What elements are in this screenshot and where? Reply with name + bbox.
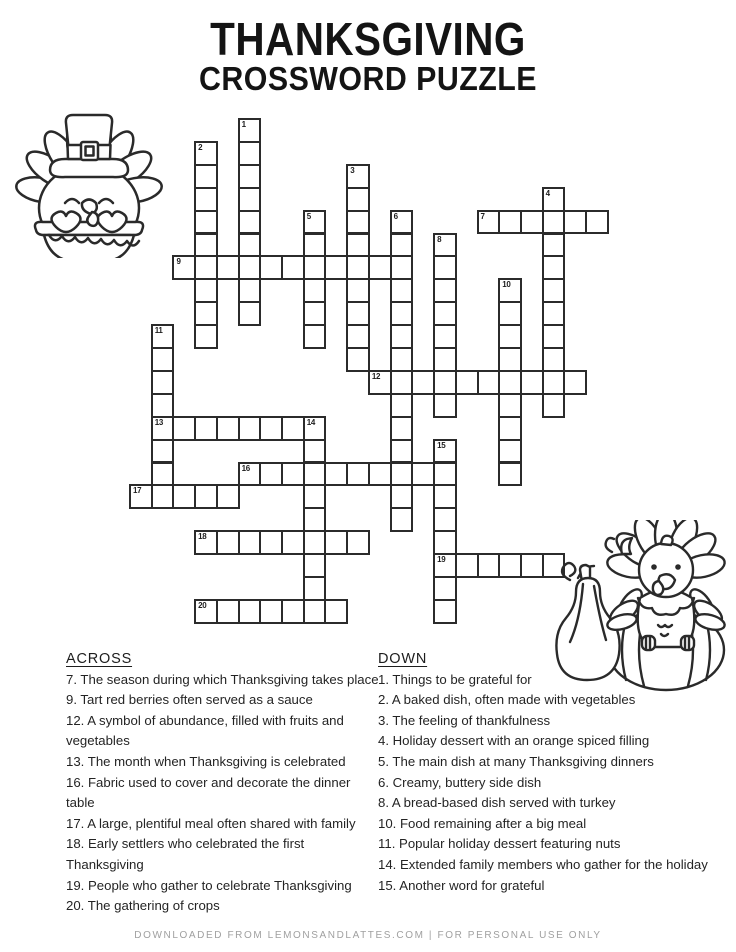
- cell-number: 15: [437, 440, 446, 450]
- cell-number: 7: [480, 211, 485, 221]
- pumpkin-stem: [621, 538, 632, 554]
- grid-cell[interactable]: [216, 255, 240, 280]
- grid-cell[interactable]: [542, 301, 566, 326]
- clue-item: 5. The main dish at many Thanksgiving dinners: [378, 753, 654, 769]
- grid-cell[interactable]: [346, 233, 370, 258]
- cell-number: 18: [198, 532, 207, 542]
- grid-cell[interactable]: [303, 484, 327, 509]
- grid-cell[interactable]: [151, 393, 175, 418]
- grid-cell[interactable]: [433, 233, 457, 258]
- grid-cell[interactable]: [238, 530, 262, 555]
- cell-number: 13: [154, 417, 164, 427]
- grid-cell[interactable]: [259, 462, 283, 487]
- grid-cell[interactable]: [216, 484, 240, 509]
- grid-cell[interactable]: [238, 416, 262, 441]
- grid-cell[interactable]: [238, 301, 262, 326]
- grid-cell[interactable]: [433, 507, 457, 532]
- grid-cell[interactable]: [346, 530, 370, 555]
- grid-cell[interactable]: [390, 484, 414, 509]
- foot-left: [642, 636, 655, 650]
- clue-item: 19. People who gather to celebrate Thanksgiving: [66, 877, 352, 893]
- grid-cell[interactable]: [303, 553, 327, 578]
- grid-cell[interactable]: [238, 187, 262, 212]
- grid-cell[interactable]: [194, 484, 218, 509]
- grid-cell[interactable]: [346, 278, 370, 303]
- page-title: THANKSGIVING: [210, 13, 526, 65]
- clue-item: 13. The month when Thanksgiving is celebrated: [66, 753, 346, 769]
- clue-item: 4. Holiday dessert with an orange spiced filling: [378, 733, 650, 749]
- cell-number: 3: [350, 165, 355, 175]
- cell-number: 2: [198, 142, 203, 152]
- grid-cell[interactable]: [303, 530, 327, 555]
- grid-cell[interactable]: [194, 530, 218, 555]
- grid-cell[interactable]: [433, 370, 457, 395]
- clue-item: 2. A baked dish, often made with vegetables: [378, 692, 636, 708]
- grid-cell[interactable]: [238, 278, 262, 303]
- grid-cell[interactable]: [346, 462, 370, 487]
- grid-cell[interactable]: [259, 255, 283, 280]
- grid-cell[interactable]: [346, 210, 370, 235]
- cell-number: 8: [437, 234, 442, 244]
- grid-cell[interactable]: [498, 301, 522, 326]
- grid-cell[interactable]: [281, 462, 305, 487]
- across-clue-list: [66, 670, 380, 917]
- grid-cell[interactable]: [303, 210, 327, 235]
- clue-item: 16. Fabric used to cover and decorate the dinner table: [66, 774, 351, 811]
- grid-cell[interactable]: [172, 416, 196, 441]
- grid-cell[interactable]: [498, 370, 522, 395]
- grid-cell[interactable]: [390, 347, 414, 372]
- clue-item: 6. Creamy, buttery side dish: [378, 774, 542, 790]
- clue-item: 12. A symbol of abundance, filled with fruits and vegetables: [66, 712, 344, 749]
- grid-cell[interactable]: [368, 255, 392, 280]
- grid-cell[interactable]: [303, 278, 327, 303]
- grid-cell[interactable]: [194, 301, 218, 326]
- grid-cell[interactable]: [390, 301, 414, 326]
- grid-cell[interactable]: [390, 278, 414, 303]
- cell-number: 11: [154, 326, 163, 336]
- grid-cell[interactable]: [498, 278, 522, 303]
- grid-cell[interactable]: [303, 324, 327, 349]
- clue-item: 3. The feeling of thankfulness: [378, 712, 551, 728]
- grid-cell[interactable]: [281, 530, 305, 555]
- clue-item: 18. Early settlers who celebrated the first Thanksgiving: [66, 836, 305, 872]
- grid-cell[interactable]: [433, 576, 457, 601]
- grid-cell[interactable]: [194, 416, 218, 441]
- grid-cell[interactable]: [563, 210, 587, 235]
- grid-cell[interactable]: [346, 324, 370, 349]
- foot-right: [681, 636, 694, 650]
- grid-cell[interactable]: [411, 462, 435, 487]
- grid-cell[interactable]: [477, 370, 501, 395]
- grid-cell[interactable]: [194, 233, 218, 258]
- grid-cell[interactable]: [542, 210, 566, 235]
- clue-item: 8. A bread-based dish served with turkey: [378, 795, 616, 811]
- grid-cell[interactable]: [172, 255, 196, 280]
- grid-cell[interactable]: [238, 141, 262, 166]
- grid-cell[interactable]: [303, 507, 327, 532]
- grid-cell[interactable]: [346, 164, 370, 189]
- cell-number: 12: [371, 371, 381, 381]
- grid-cell[interactable]: [433, 599, 457, 624]
- grid-cell[interactable]: [238, 164, 262, 189]
- grid-cell[interactable]: [151, 370, 175, 395]
- grid-cell[interactable]: [303, 576, 327, 601]
- grid-cell[interactable]: [368, 370, 392, 395]
- clue-item: 14. Extended family members who gather for the holiday: [378, 856, 708, 872]
- grid-cell[interactable]: [194, 324, 218, 349]
- grid-cell[interactable]: [433, 484, 457, 509]
- grid-cell[interactable]: [433, 393, 457, 418]
- grid-cell[interactable]: [498, 439, 522, 464]
- grid-cell[interactable]: [542, 278, 566, 303]
- grid-cell[interactable]: [303, 462, 327, 487]
- grid-cell[interactable]: [433, 324, 457, 349]
- grid-cell[interactable]: [542, 393, 566, 418]
- pumpkin-stem-curl: [606, 538, 614, 552]
- grid-cell[interactable]: [194, 278, 218, 303]
- grid-cell[interactable]: [194, 210, 218, 235]
- grid-cell[interactable]: [390, 439, 414, 464]
- eye-right: [675, 564, 681, 570]
- cell-number: 4: [545, 188, 550, 198]
- grid-cell[interactable]: [324, 530, 348, 555]
- grid-cell[interactable]: [498, 462, 522, 487]
- grid-cell[interactable]: [585, 210, 609, 235]
- cell-number: 5: [306, 211, 311, 221]
- grid-cell[interactable]: [390, 416, 414, 441]
- grid-cell[interactable]: [390, 233, 414, 258]
- grid-cell[interactable]: [520, 370, 544, 395]
- grid-cell[interactable]: [477, 553, 501, 578]
- clue-item: 15. Another word for grateful: [378, 877, 545, 893]
- grid-cell[interactable]: [498, 416, 522, 441]
- grid-cell[interactable]: [390, 210, 414, 235]
- grid-cell[interactable]: [563, 370, 587, 395]
- grid-cell[interactable]: [151, 347, 175, 372]
- grid-cell[interactable]: [346, 301, 370, 326]
- grid-cell[interactable]: [542, 324, 566, 349]
- grid-cell[interactable]: [303, 301, 327, 326]
- grid-cell[interactable]: [390, 393, 414, 418]
- grid-cell[interactable]: [498, 553, 522, 578]
- grid-cell[interactable]: [477, 210, 501, 235]
- footer-credit: DOWNLOADED FROM LEMONSANDLATTES.COM | FOR PERSONAL USE ONLY: [134, 930, 602, 941]
- grid-cell[interactable]: [216, 416, 240, 441]
- grid-cell[interactable]: [390, 507, 414, 532]
- grid-cell[interactable]: [129, 484, 153, 509]
- grid-cell[interactable]: [238, 210, 262, 235]
- grid-cell[interactable]: [151, 484, 175, 509]
- cell-number: 20: [198, 600, 207, 610]
- grid-cell[interactable]: [455, 370, 479, 395]
- grid-cell[interactable]: [368, 462, 392, 487]
- grid-cell[interactable]: [390, 324, 414, 349]
- gourd-vine-curl: [562, 563, 575, 580]
- grid-cell[interactable]: [542, 347, 566, 372]
- clue-item: 9. Tart red berries often served as a sauce: [66, 692, 313, 708]
- cell-number: 1: [241, 120, 246, 129]
- across-heading: ACROSS: [66, 651, 133, 667]
- grid-cell[interactable]: [433, 439, 457, 464]
- grid-cell[interactable]: [303, 439, 327, 464]
- grid-cell[interactable]: [542, 233, 566, 258]
- grid-cell[interactable]: [281, 416, 305, 441]
- grid-cell[interactable]: [411, 370, 435, 395]
- grid-cell[interactable]: [324, 599, 348, 624]
- grid-cell[interactable]: [520, 210, 544, 235]
- grid-cell[interactable]: [433, 255, 457, 280]
- grid-cell[interactable]: [542, 370, 566, 395]
- grid-cell[interactable]: [281, 599, 305, 624]
- clue-item: 1. Things to be grateful for: [378, 671, 532, 687]
- grid-cell[interactable]: [433, 347, 457, 372]
- grid-cell[interactable]: [216, 599, 240, 624]
- cell-number: 9: [176, 257, 181, 267]
- grid-cell[interactable]: [259, 599, 283, 624]
- wattle: [653, 581, 663, 595]
- grid-cell[interactable]: [433, 553, 457, 578]
- grid-cell[interactable]: [303, 416, 327, 441]
- grid-cell[interactable]: [194, 141, 218, 166]
- grid-cell[interactable]: [390, 255, 414, 280]
- grid-cell[interactable]: [498, 393, 522, 418]
- grid-cell[interactable]: [151, 439, 175, 464]
- clue-item: 17. A large, plentiful meal often shared with family: [66, 815, 356, 831]
- grid-cell[interactable]: [324, 255, 348, 280]
- grid-cell[interactable]: [433, 301, 457, 326]
- grid-cell[interactable]: [303, 255, 327, 280]
- clue-item: 20. The gathering of crops: [66, 898, 220, 914]
- grid-cell[interactable]: [259, 530, 283, 555]
- grid-cell[interactable]: [498, 210, 522, 235]
- clue-item: 10. Food remaining after a big meal: [378, 815, 587, 831]
- grid-cell[interactable]: [542, 187, 566, 212]
- cell-number: 10: [502, 280, 511, 290]
- grid-cell[interactable]: [433, 462, 457, 487]
- grid-cell[interactable]: [542, 255, 566, 280]
- grid-cell[interactable]: [303, 233, 327, 258]
- grid-cell[interactable]: [194, 599, 218, 624]
- head-tuft: [661, 536, 673, 545]
- eye-left: [651, 564, 657, 570]
- grid-cell[interactable]: [238, 599, 262, 624]
- grid-cell[interactable]: [172, 484, 196, 509]
- grid-cell[interactable]: [151, 462, 175, 487]
- grid-cell[interactable]: [433, 278, 457, 303]
- grid-cell[interactable]: [390, 370, 414, 395]
- grid-cell[interactable]: [498, 324, 522, 349]
- grid-cell[interactable]: [455, 553, 479, 578]
- grid-cell[interactable]: [238, 255, 262, 280]
- grid-cell[interactable]: [303, 599, 327, 624]
- cell-number: 19: [437, 555, 446, 565]
- grid-cell[interactable]: [194, 187, 218, 212]
- grid-cell[interactable]: [151, 416, 175, 441]
- down-heading: DOWN: [378, 651, 428, 667]
- grid-cell[interactable]: [259, 416, 283, 441]
- grid-cell[interactable]: [346, 347, 370, 372]
- cell-number: 17: [133, 486, 142, 496]
- grid-cell[interactable]: [324, 462, 348, 487]
- cell-number: 14: [306, 417, 316, 427]
- grid-cell[interactable]: [238, 462, 262, 487]
- down-clue-list: [378, 670, 712, 897]
- grid-cell[interactable]: [238, 118, 262, 143]
- grid-cell[interactable]: [281, 255, 305, 280]
- grid-cell[interactable]: [346, 255, 370, 280]
- grid-cell[interactable]: [498, 347, 522, 372]
- grid-cell[interactable]: [216, 530, 240, 555]
- page-subtitle: CROSSWORD PUZZLE: [199, 60, 537, 97]
- grid-cell[interactable]: [194, 255, 218, 280]
- grid-cell[interactable]: [433, 530, 457, 555]
- grid-cell[interactable]: [390, 462, 414, 487]
- grid-cell[interactable]: [151, 324, 175, 349]
- down-clues-section: [378, 649, 712, 896]
- clue-item: 11. Popular holiday dessert featuring nuts: [378, 836, 621, 852]
- cell-number: 16: [241, 463, 250, 473]
- grid-cell[interactable]: [238, 233, 262, 258]
- cell-number: 6: [393, 211, 398, 221]
- across-clues-section: [66, 649, 380, 917]
- grid-cell[interactable]: [194, 164, 218, 189]
- clue-item: 7. The season during which Thanksgiving takes place: [66, 671, 379, 687]
- grid-cell[interactable]: [346, 187, 370, 212]
